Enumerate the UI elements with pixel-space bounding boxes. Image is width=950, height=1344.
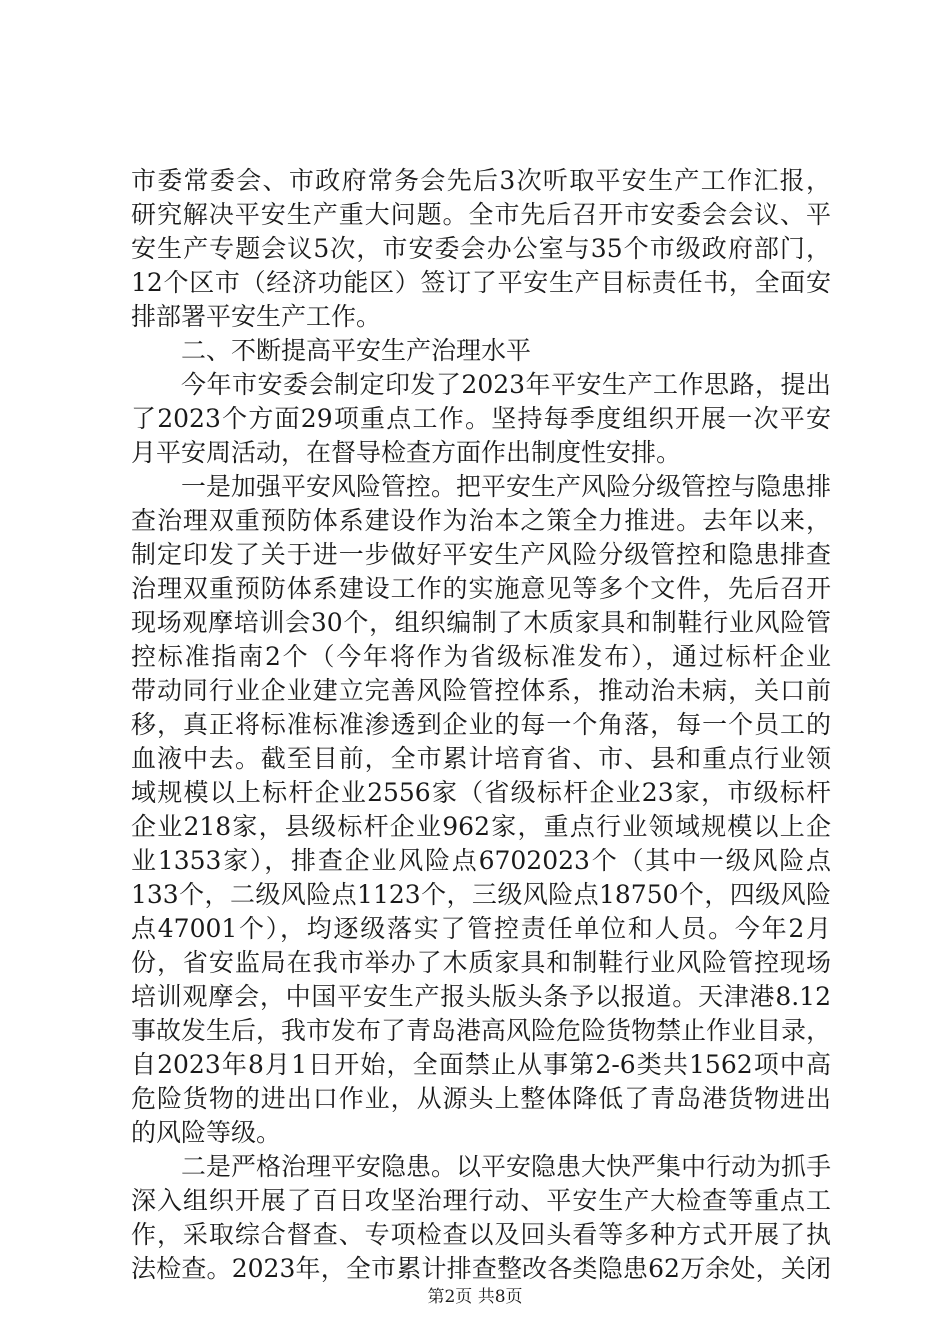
text-line: 危险货物的进出口作业，从源头上整体降低了青岛港货物进出 bbox=[131, 1084, 831, 1113]
document-body bbox=[131, 164, 831, 1286]
text-line: 了2023个方面29项重点工作。坚持每季度组织开展一次平安 bbox=[131, 404, 831, 433]
text-line: 企业218家，县级标杆企业962家，重点行业领域规模以上企 bbox=[131, 812, 831, 841]
text-line: 控标准指南2个（今年将作为省级标准发布），通过标杆企业 bbox=[131, 642, 831, 671]
text-line: 深入组织开展了百日攻坚治理行动、平安生产大检查等重点工 bbox=[131, 1186, 831, 1215]
text-line: 法检查。2023年，全市累计排查整改各类隐患62万余处，关闭 bbox=[131, 1254, 831, 1283]
text-line: 研究解决平安生产重大问题。全市先后召开市安委会会议、平 bbox=[131, 200, 831, 229]
text-line: 市委常委会、市政府常务会先后3次听取平安生产工作汇报， bbox=[131, 166, 831, 195]
text-line: 治理双重预防体系建设工作的实施意见等多个文件，先后召开 bbox=[131, 574, 831, 603]
text-line: 现场观摩培训会30个，组织编制了木质家具和制鞋行业风险管 bbox=[131, 608, 831, 637]
text-line: 一是加强平安风险管控。把平安生产风险分级管控与隐患排 bbox=[181, 472, 831, 501]
text-line: 作，采取综合督查、专项检查以及回头看等多种方式开展了执 bbox=[131, 1220, 831, 1249]
text-line: 点47001个），均逐级落实了管控责任单位和人员。今年2月 bbox=[131, 914, 831, 943]
text-line: 的风险等级。 bbox=[131, 1118, 282, 1147]
text-line: 133个，二级风险点1123个，三级风险点18750个，四级风险 bbox=[131, 880, 831, 909]
text-line: 业1353家），排查企业风险点6702023个（其中一级风险点 bbox=[131, 846, 831, 875]
text-line: 培训观摩会，中国平安生产报头版头条予以报道。天津港8.12 bbox=[131, 982, 831, 1011]
text-line: 12个区市（经济功能区）签订了平安生产目标责任书，全面安 bbox=[131, 268, 831, 297]
text-line: 二是严格治理平安隐患。以平安隐患大快严集中行动为抓手 bbox=[181, 1152, 831, 1181]
text-line: 域规模以上标杆企业2556家（省级标杆企业23家，市级标杆 bbox=[131, 778, 831, 807]
text-line: 血液中去。截至目前，全市累计培育省、市、县和重点行业领 bbox=[131, 744, 831, 773]
text-line: 查治理双重预防体系建设作为治本之策全力推进。去年以来， bbox=[131, 506, 831, 535]
text-line: 制定印发了关于进一步做好平安生产风险分级管控和隐患排查 bbox=[131, 540, 831, 569]
text-line: 自2023年8月1日开始，全面禁止从事第2-6类共1562项中高 bbox=[131, 1050, 831, 1079]
text-line: 移，真正将标准标准渗透到企业的每一个角落，每一个员工的 bbox=[131, 710, 831, 739]
text-line: 今年市安委会制定印发了2023年平安生产工作思路，提出 bbox=[181, 370, 831, 399]
text-line: 带动同行业企业建立完善风险管控体系，推动治未病，关口前 bbox=[131, 676, 831, 705]
text-line: 二、不断提高平安生产治理水平 bbox=[181, 336, 532, 365]
text-line: 份，省安监局在我市举办了木质家具和制鞋行业风险管控现场 bbox=[131, 948, 831, 977]
text-line: 事故发生后，我市发布了青岛港高风险危险货物禁止作业目录， bbox=[131, 1016, 831, 1045]
text-line: 安生产专题会议5次，市安委会办公室与35个市级政府部门， bbox=[131, 234, 831, 263]
text-line: 月平安周活动，在督导检查方面作出制度性安排。 bbox=[131, 438, 682, 467]
text-line: 排部署平安生产工作。 bbox=[131, 302, 382, 331]
page-number-footer: 第2页 共8页 bbox=[427, 1287, 523, 1307]
